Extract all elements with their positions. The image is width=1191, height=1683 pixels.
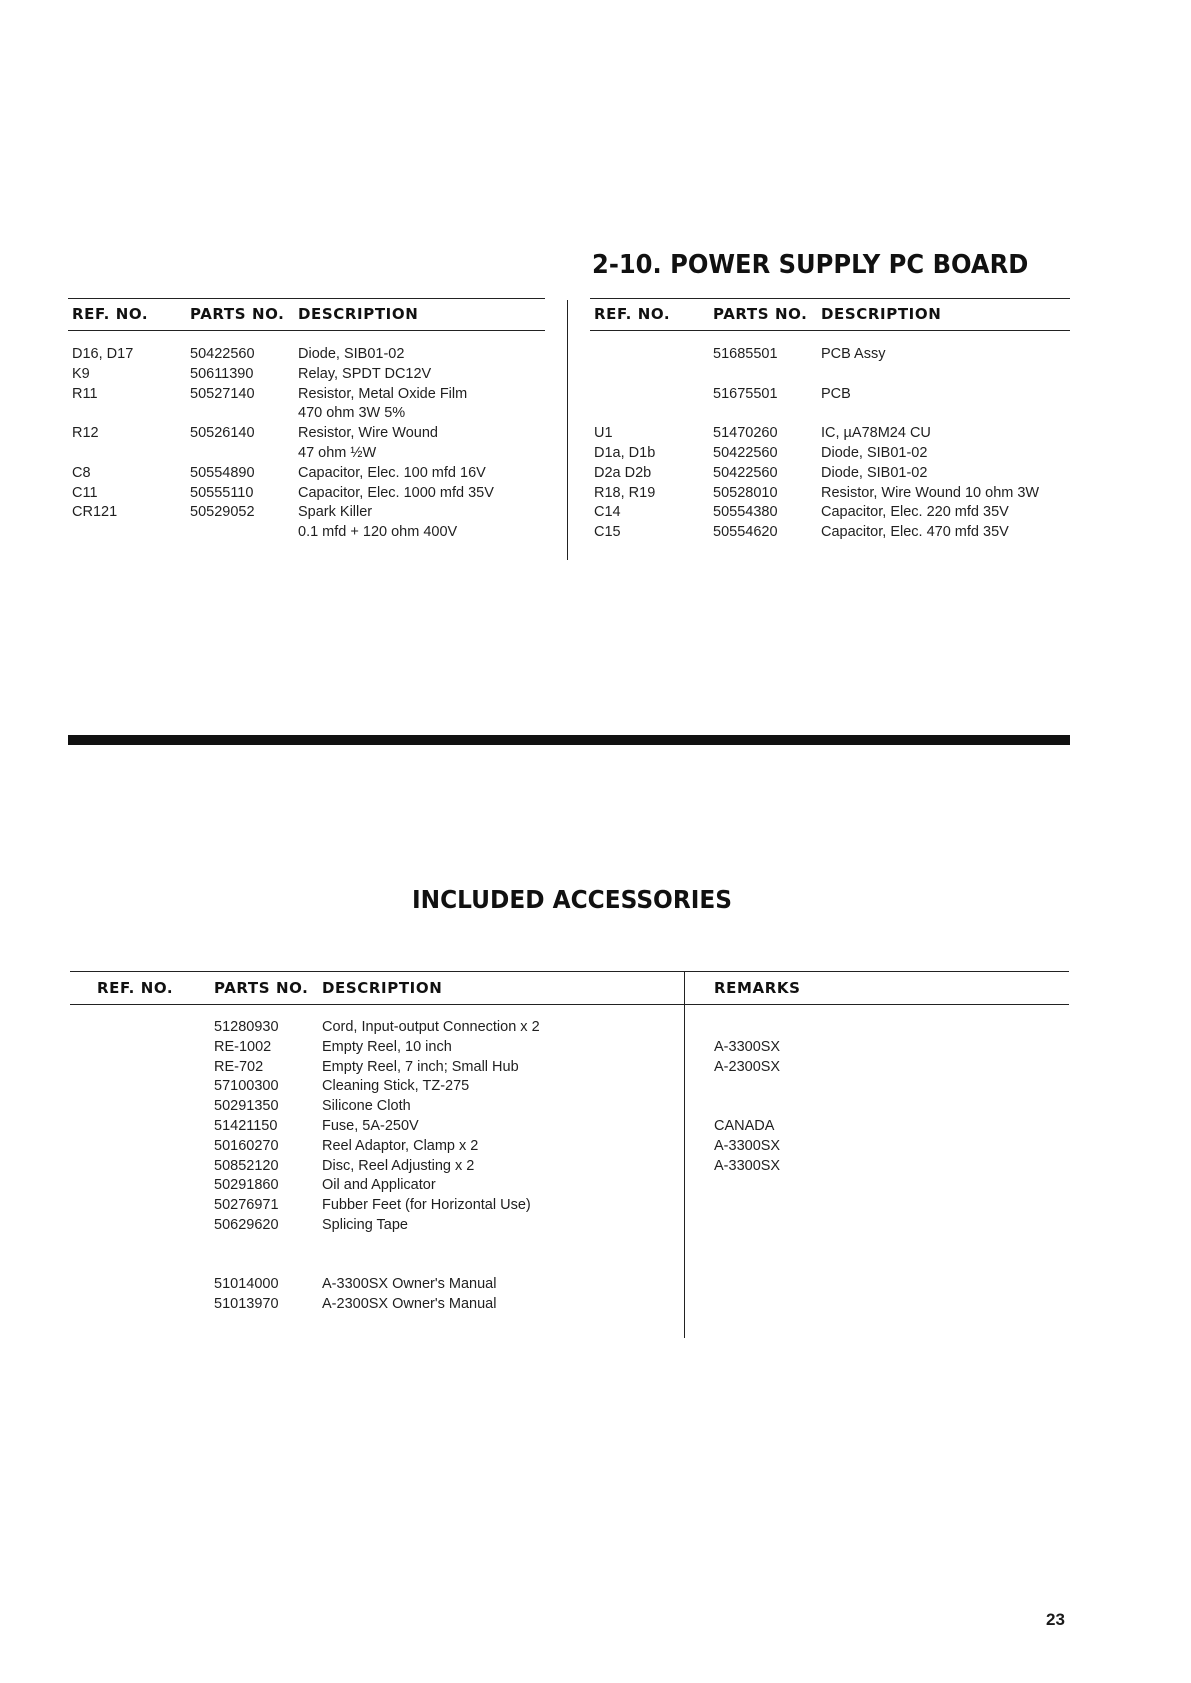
accessories-header-ref: REF. NO.: [97, 979, 174, 997]
section-separator-bar: [68, 735, 1070, 745]
power-supply-title: 2-10. POWER SUPPLY PC BOARD: [592, 250, 1029, 280]
table-row: 57100300 Cleaning Stick, TZ-275: [214, 1078, 470, 1095]
table-row: R11 50527140 Resistor, Metal Oxide Film: [72, 385, 468, 402]
left-header-ref: REF. NO.: [72, 305, 149, 323]
table-row: 50852120 Disc, Reel Adjusting x 2 A-3300SX: [214, 1157, 781, 1174]
table-row: 51013970 A-2300SX Owner's Manual: [214, 1296, 497, 1313]
table-row: D2a D2b 50422560 Diode, SIB01-02: [594, 464, 928, 481]
table-row: [0, 404, 1090, 424]
accessories-top-rule: [70, 971, 1069, 972]
power-table-header-rule: [590, 330, 1070, 331]
table-row: U1 51470260 IC, µA78M24 CU: [594, 425, 931, 442]
table-row: RE-1002 Empty Reel, 10 inch A-3300SX: [214, 1038, 781, 1055]
table-row: C8 50554890 Capacitor, Elec. 100 mfd 16V: [72, 464, 486, 481]
table-row: 470 ohm 3W 5%: [298, 405, 406, 422]
accessories-header-parts: PARTS NO.: [214, 979, 309, 997]
table-row: 50291350 Silicone Cloth: [214, 1098, 411, 1115]
table-row: 51014000 A-3300SX Owner's Manual: [214, 1276, 497, 1293]
table-row: R12 50526140 Resistor, Wire Wound: [72, 425, 438, 442]
left-header-description: DESCRIPTION: [298, 305, 419, 323]
table-row: CR121 50529052 Spark Killer: [72, 504, 373, 521]
table-row: R18, R19 50528010 Resistor, Wire Wound 10 ohm 3W: [594, 484, 1040, 501]
left-header-parts: PARTS NO.: [190, 305, 285, 323]
table-row: 47 ohm ½W: [298, 444, 377, 461]
table-row: 51280930 Cord, Input-output Connection x 2: [214, 1019, 540, 1035]
table-row: C14 50554380 Capacitor, Elec. 220 mfd 35V: [594, 504, 1009, 521]
table-row: [0, 365, 1090, 385]
accessories-header-rule: [70, 1004, 1069, 1005]
table-row: 51675501 PCB: [713, 385, 851, 402]
table-row: 50160270 Reel Adaptor, Clamp x 2 A-3300SX: [214, 1137, 781, 1154]
table-row: C11 50555110 Capacitor, Elec. 1000 mfd 35V: [72, 484, 494, 501]
table-row: D1a, D1b 50422560 Diode, SIB01-02: [594, 444, 928, 461]
accessories-table-body: [0, 1018, 1090, 1315]
left-table-header-rule: [68, 330, 545, 331]
power-header-parts: PARTS NO.: [713, 305, 808, 323]
table-row: 51685501 PCB Assy: [713, 346, 886, 362]
accessories-title: INCLUDED ACCESSORIES: [412, 885, 733, 914]
accessories-header-description: DESCRIPTION: [322, 979, 443, 997]
table-row: 50276971 Fubber Feet (for Horizontal Use): [214, 1197, 531, 1214]
power-table-top-rule: [590, 298, 1070, 299]
accessories-header-remarks: REMARKS: [714, 979, 801, 997]
power-header-ref: REF. NO.: [594, 305, 671, 323]
table-row: 50629620 Splicing Tape: [214, 1216, 408, 1233]
power-table-body: [0, 345, 1090, 543]
table-row: 0.1 mfd + 120 ohm 400V: [298, 524, 458, 541]
page-number: 23: [1046, 1610, 1065, 1629]
table-row: [0, 1256, 1090, 1276]
table-row: 51421150 Fuse, 5A-250V CANADA: [214, 1117, 775, 1134]
left-table-top-rule: [68, 298, 545, 299]
table-row: D16, D17 50422560 Diode, SIB01-02: [72, 346, 405, 362]
table-row: 50291860 Oil and Applicator: [214, 1177, 436, 1194]
table-row: C15 50554620 Capacitor, Elec. 470 mfd 35V: [594, 524, 1009, 541]
table-row: RE-702 Empty Reel, 7 inch; Small Hub A-2300SX: [214, 1058, 781, 1075]
power-header-description: DESCRIPTION: [821, 305, 942, 323]
table-row: [0, 1236, 1090, 1256]
table-row: K9 50611390 Relay, SPDT DC12V: [72, 365, 432, 382]
